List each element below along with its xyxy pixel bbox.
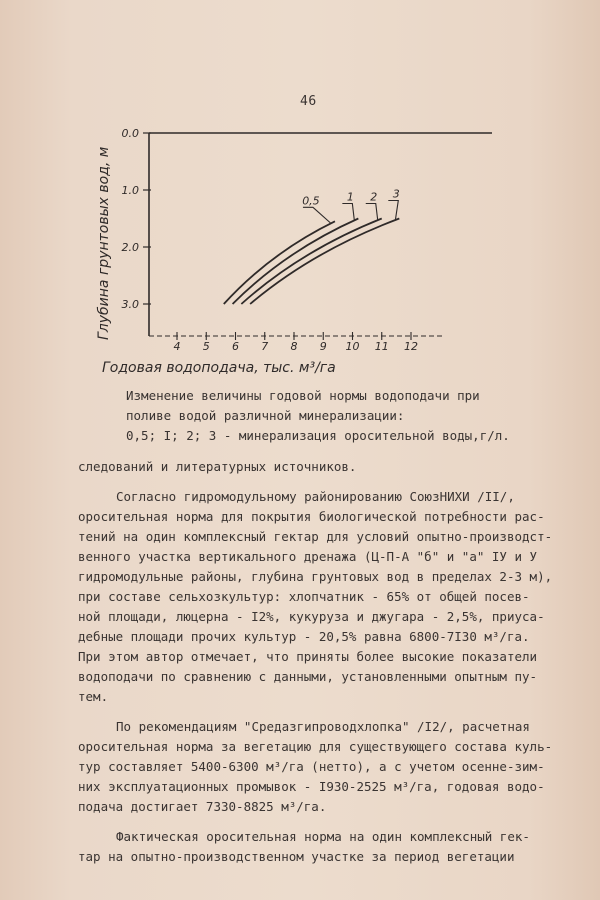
- series-label: 1: [346, 190, 354, 204]
- series-label: 2: [370, 190, 378, 204]
- series-leader: [388, 201, 398, 221]
- figure-chart: [92, 118, 512, 388]
- paragraph-line: Фактическая оросительная норма на один комплексный гек-: [116, 829, 530, 844]
- caption-line-3: 0,5; I; 2; 3 - минерализация оросительной воды,г/л.: [126, 428, 510, 443]
- paragraph-line: тур составляет 5400-6300 м³/га (нетто), а с учетом осенне-зим-: [78, 759, 545, 774]
- paragraph-line: По рекомендациям "Средазгипроводхлопка" /I2/, расчетная: [116, 719, 530, 734]
- series-leader: [342, 204, 354, 221]
- body-text: [78, 457, 558, 877]
- series-line: [224, 221, 335, 304]
- paragraph-line: При этом автор отмечает, что приняты более высокие показатели: [78, 649, 538, 664]
- paragraph-1: [78, 457, 558, 477]
- x-tick-label: 12: [404, 340, 418, 353]
- y-tick-label: 0.0: [121, 127, 139, 140]
- x-axis-label: Годовая водоподача, тыс. м³/га: [102, 360, 336, 376]
- x-tick-label: 5: [202, 340, 210, 353]
- paragraph-line: ной площади, люцерна - I2%, кукуруза и джугара - 2,5%, приуса-: [78, 609, 545, 624]
- paragraph-line: следований и литературных источников.: [78, 459, 357, 474]
- x-tick-label: 6: [232, 340, 239, 353]
- series-line: [233, 219, 359, 305]
- paragraph-line: тений на один комплексный гектар для условий опытно-производст-: [78, 529, 553, 544]
- paragraph-2: [78, 487, 558, 707]
- figure-caption: [126, 386, 526, 446]
- y-axis-label: Глубина грунтовых вод, м: [96, 146, 112, 340]
- caption-line-2: поливе водой различной минерализации:: [126, 408, 405, 423]
- paragraph-line: венного участка вертикального дренажа (Ц-П-А "б" и "а" IУ и У: [78, 549, 538, 564]
- series-leader: [366, 204, 378, 221]
- series-label: 3: [392, 187, 400, 201]
- y-tick-label: 3.0: [121, 298, 139, 311]
- chart-svg: [92, 118, 512, 388]
- x-tick-label: 9: [319, 340, 327, 353]
- series-line: [250, 219, 399, 305]
- x-tick-label: 11: [374, 340, 389, 353]
- paragraph-line: водоподачи по сравнению с данными, установленными опытным пу-: [78, 669, 538, 684]
- x-tick-label: 8: [290, 340, 298, 353]
- paragraph-line: гидромодульные районы, глубина грунтовых вод в пределах 2-3 м),: [78, 569, 553, 584]
- paragraph-line: них эксплуатационных промывок - I930-2525 м³/га, годовая водо-: [78, 779, 545, 794]
- paragraph-4: [78, 827, 558, 867]
- y-tick-label: 2.0: [121, 241, 139, 254]
- paragraph-line: оросительная норма за вегетацию для существующего состава куль-: [78, 739, 553, 754]
- series-leader: [303, 207, 331, 223]
- caption-line-1: Изменение величины годовой нормы водоподачи при: [126, 388, 480, 403]
- paragraph-line: оросительная норма для покрытия биологической потребности рас-: [78, 509, 545, 524]
- paragraph-line: при составе сельхозкультур: хлопчатник - 65% от общей посев-: [78, 589, 530, 604]
- paragraph-line: тем.: [78, 689, 109, 704]
- x-tick-label: 4: [173, 340, 181, 353]
- paragraph-3: [78, 717, 558, 817]
- y-tick-label: 1.0: [121, 184, 139, 197]
- paragraph-line: дебные площади прочих культур - 20,5% равна 6800-7I30 м³/га.: [78, 629, 530, 644]
- paragraph-line: подача достигает 7330-8825 м³/га.: [78, 799, 327, 814]
- x-tick-label: 7: [261, 340, 269, 353]
- x-tick-label: 10: [345, 340, 360, 353]
- series-label: 0,5: [302, 194, 320, 208]
- paragraph-line: Согласно гидромодульному районированию СоюзНИХИ /II/,: [116, 489, 515, 504]
- paragraph-line: тар на опытно-производственном участке за период вегетации: [78, 849, 515, 864]
- page-number: 46: [300, 94, 317, 109]
